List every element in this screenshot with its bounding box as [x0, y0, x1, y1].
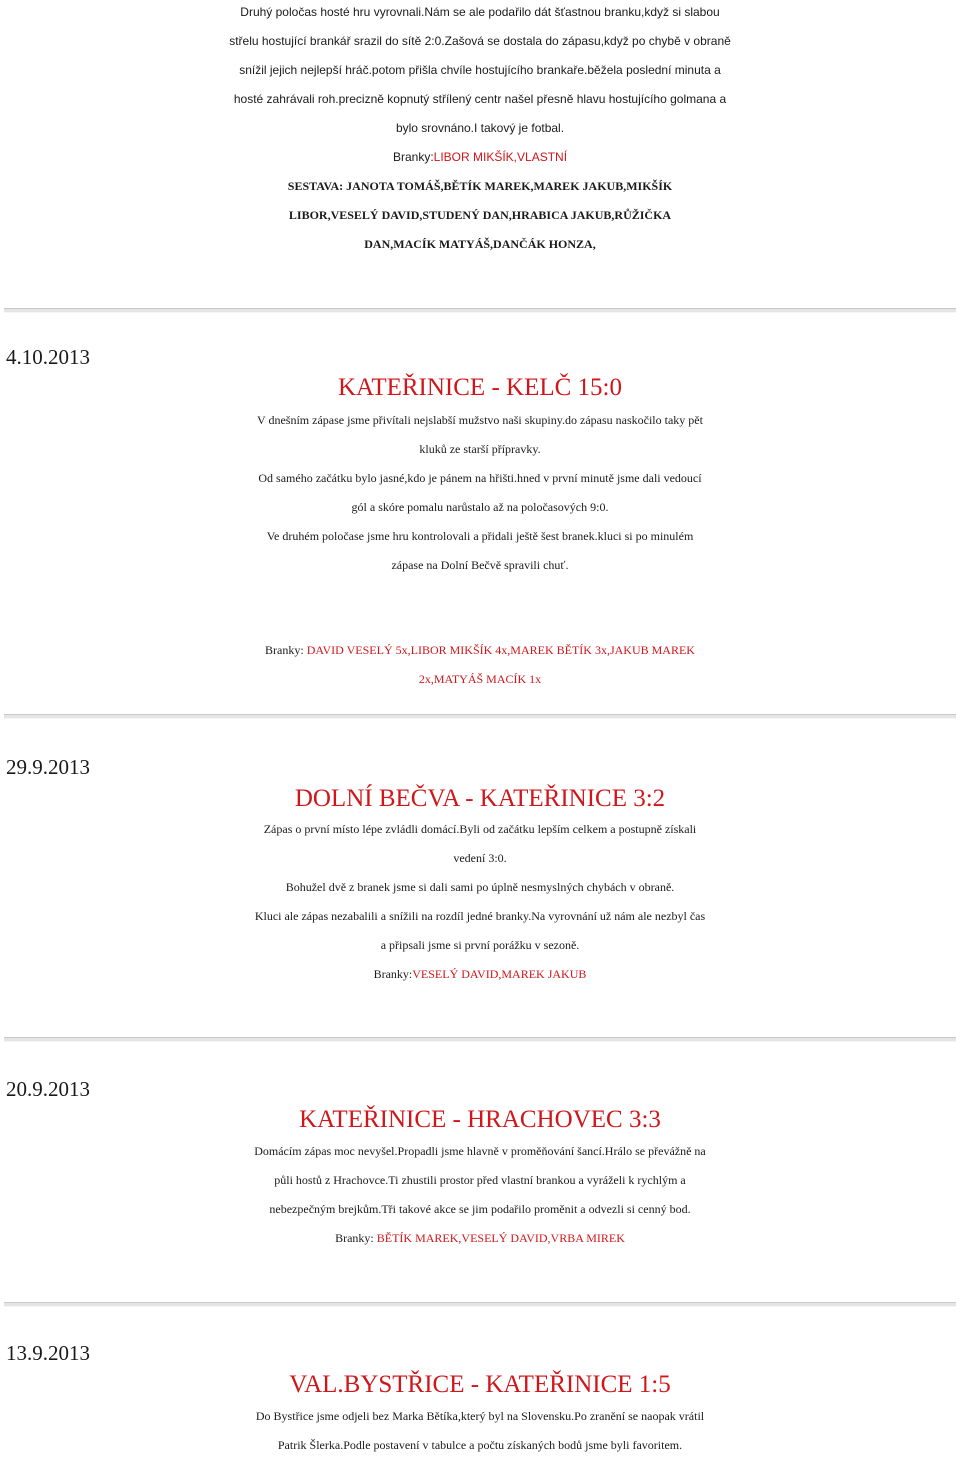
report-line: Patrik Šlerka.Podle postavení v tabulce a počtu získaných bodů jsme byli favoritem.: [277, 1438, 683, 1452]
match-date: 13.9.2013: [6, 1341, 90, 1365]
match-report: [0, 815, 960, 989]
match-date: 4.10.2013: [6, 345, 90, 369]
scorers-names: BĚTÍK MAREK,VESELÝ DAVID,VRBA MIREK: [376, 1231, 625, 1245]
scorers-names: VESELÝ DAVID,MAREK JAKUB: [412, 967, 587, 981]
match-title: KATEŘINICE - KELČ 15:0: [338, 374, 622, 401]
intro-line: Druhý poločas hosté hru vyrovnali.Nám se ale podařilo dát šťastnou branku,když si slabou: [240, 5, 720, 19]
match-date: 20.9.2013: [6, 1077, 90, 1101]
divider: [4, 1037, 956, 1042]
scorers-names: 2x,MATYÁŠ MACÍK 1x: [418, 672, 542, 686]
report-line: Ve druhém poločase jsme hru kontrolovali a přidali ještě šest branek.kluci si po minulém: [266, 529, 694, 543]
report-line: Domácím zápas moc nevyšel.Propadli jsme hlavně v proměňování šancí.Hrálo se převážně na: [254, 1144, 706, 1158]
lineup-line: LIBOR,VESELÝ DAVID,STUDENÝ DAN,HRABICA JAKUB,RŮŽIČKA: [288, 208, 672, 222]
report-line: Zápas o první místo lépe zvládli domácí.Byli od začátku lepším celkem a postupně získali: [263, 822, 697, 836]
divider: [4, 1302, 956, 1307]
report-line: V dnešním zápase jsme přivítali nejslabší mužstvo naši skupiny.do zápasu naskočilo taky pět: [257, 413, 703, 427]
intro-line: bylo srovnáno.I takový je fotbal.: [395, 121, 565, 135]
scorers-label: Branky:: [373, 967, 413, 981]
scorers-label: Branky:: [392, 150, 434, 164]
report-line: a připsali jsme si první porážku v sezoně.: [380, 938, 580, 952]
match-scorers: [0, 636, 960, 694]
report-line: půli hostů z Hrachovce.Ti zhustili prostor před vlastní brankou a vyráželi k rychlým a: [274, 1173, 686, 1187]
match-title: KATEŘINICE - HRACHOVEC 3:3: [299, 1106, 661, 1133]
report-line: vedení 3:0.: [453, 851, 507, 865]
scorers-names: DAVID VESELÝ 5x,LIBOR MIKŠÍK 4x,MAREK BĚTÍK 3x,JAKUB MAREK: [306, 643, 695, 657]
report-line: Kluci ale zápas nezabalili a snížili na rozdíl jedné branky.Na vyrovnání už nám ale nezbyl čas: [254, 909, 706, 923]
match-report: [0, 406, 960, 580]
intro-text: [0, 0, 960, 259]
scorers-names: LIBOR MIKŠÍK,VLASTNÍ: [433, 150, 568, 164]
report-line: gól a skóre pomalu narůstalo až na poločasových 9:0.: [351, 500, 609, 514]
scorers-label: Branky:: [335, 1231, 377, 1245]
report-line: Do Bystřice jsme odjeli bez Marka Bětíka,který byl na Slovensku.Po zranění se naopak vrátil: [255, 1409, 705, 1423]
match-report: [0, 1137, 960, 1253]
report-line: zápase na Dolní Bečvě spravili chuť.: [391, 558, 569, 572]
match-date: 29.9.2013: [6, 755, 90, 779]
intro-line: hosté zahrávali roh.precizně kopnutý střílený centr našel přesně hlavu hostujícího golmana a: [233, 92, 727, 106]
report-line: kluků ze starší přípravky.: [419, 442, 541, 456]
lineup-line: SESTAVA: JANOTA TOMÁŠ,BĚTÍK MAREK,MAREK JAKUB,MIKŠÍK: [287, 179, 673, 193]
scorers-label: Branky:: [265, 643, 307, 657]
lineup-line: DAN,MACÍK MATYÁŠ,DANČÁK HONZA,: [364, 237, 596, 251]
match-scorers: [0, 1224, 960, 1253]
match-scorers: [0, 960, 960, 989]
report-line: nebezpečným brejkům.Tři takové akce se jim podařilo proměnit a odvezli si cenný bod.: [269, 1202, 691, 1216]
intro-scorers: [0, 143, 960, 172]
report-line: Bohužel dvě z branek jsme si dali sami po úplně nesmyslných chybách v obraně.: [285, 880, 675, 894]
intro-line: snížil jejich nejlepší hráč.potom přišla chvíle hostujícího brankaře.běžela poslední minuta a: [239, 63, 721, 77]
match-title: DOLNÍ BEČVA - KATEŘINICE 3:2: [294, 785, 666, 812]
match-title: VAL.BYSTŘICE - KATEŘINICE 1:5: [289, 1371, 671, 1398]
divider: [4, 714, 956, 719]
report-line: Od samého začátku bylo jasné,kdo je pánem na hřišti.hned v první minutě jsme dali vedoucí: [258, 471, 702, 485]
match-report: [0, 1402, 960, 1460]
divider: [4, 308, 956, 313]
intro-line: střelu hostující brankář srazil do sítě 2:0.Zašová se dostala do zápasu,když po chybě v obraně: [229, 34, 731, 48]
